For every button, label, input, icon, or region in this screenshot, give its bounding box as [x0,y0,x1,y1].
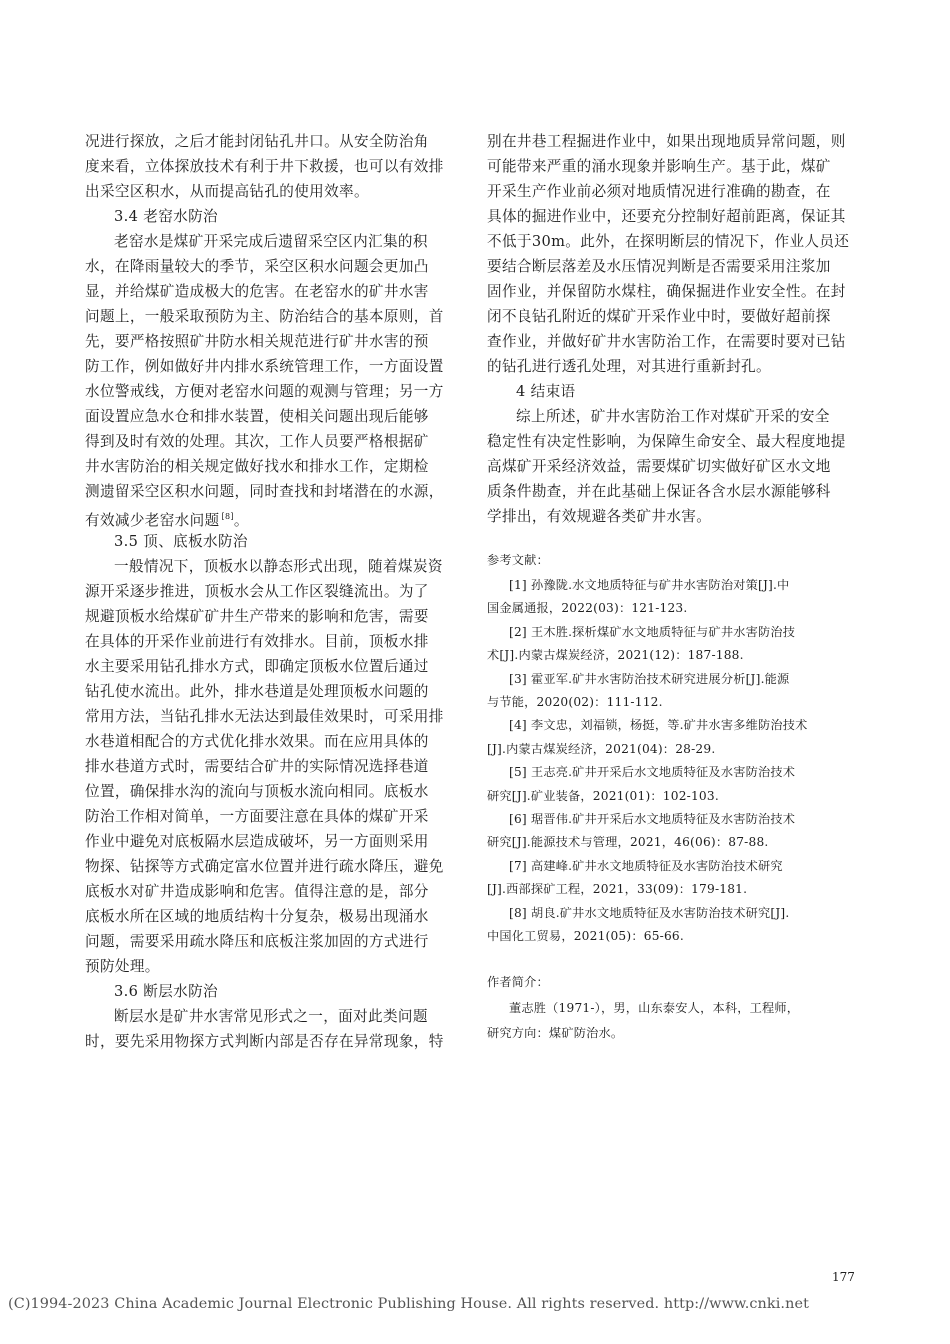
body-text-line: 别在井巷工程掘进作业中，如果出现地质异常问题，则 [487,133,846,150]
reference-entry: [8] 胡良.矿井水文地质特征及水害防治技术研究[J]. [509,906,790,920]
body-text-line: 预防处理。 [85,958,160,975]
body-text-line: 老窑水是煤矿开采完成后遗留采空区内汇集的积 [114,233,428,250]
body-text-line: 断层水是矿井水害常见形式之一，面对此类问题 [114,1008,428,1025]
reference-entry-cont: 研究[J].矿业装备，2021(01)：102-103. [487,789,719,803]
body-text-line: 具体的掘进作业中，还要充分控制好超前距离，保证其 [487,208,846,225]
body-text-line: 水位警戒线，方便对老窑水问题的观测与管理；另一方 [85,383,444,400]
reference-entry-cont: [J].内蒙古煤炭经济，2021(04)：28-29. [487,742,716,756]
body-text-line: 常用方法，当钻孔排水无法达到最佳效果时，可采用排 [85,708,444,725]
body-text-line: 源开采逐步推进，顶板水会从工作区裂缝流出。为了 [85,583,429,600]
reference-entry-cont: 中国化工贸易，2021(05)：65-66. [487,929,684,943]
body-text-fragment: 有效减少老窑水问题 [85,511,220,529]
body-text-line: 底板水所在区域的地质结构十分复杂，极易出现涌水 [85,908,429,925]
references-heading: 参考文献： [487,553,549,567]
body-text-line: 水巷道相配合的方式优化排水效果。而在应用具体的 [85,733,429,750]
page-number: 177 [832,1270,855,1284]
reference-entry: [7] 高建峰.矿井水文地质特征及水害防治技术研究 [509,859,783,873]
body-text-line: 水主要采用钻孔排水方式，即确定顶板水位置后通过 [85,658,429,675]
body-text-line: 在具体的开采作业前进行有效排水。目前，顶板水排 [85,633,429,650]
reference-entry: [3] 霍亚军.矿井水害防治技术研究进展分析[J].能源 [509,672,790,686]
reference-entry-cont: 研究[J].能源技术与管理，2021，46(06)：87-88. [487,835,769,849]
body-text-line: 显，并给煤矿造成极大的危害。在老窑水的矿井水害 [85,283,429,300]
body-text-line: 度来看，立体探放技术有利于井下救援，也可以有效排 [85,158,444,175]
author-heading: 作者简介： [487,975,549,989]
body-text-line: 综上所述，矿井水害防治工作对煤矿开采的安全 [516,408,830,425]
body-text-line: 可能带来严重的涌水现象并影响生产。基于此，煤矿 [487,158,831,175]
body-text-line: 况进行探放，之后才能封闭钻孔井口。从安全防治角 [85,133,429,150]
reference-entry: [4] 李文忠，刘福锁，杨挺，等.矿井水害多维防治技术 [509,718,808,732]
body-text-line: 闭不良钻孔附近的煤矿开采作业中时，要做好超前探 [487,308,831,325]
body-text-line: 稳定性有决定性影响，为保障生命安全、最大程度地提 [487,433,846,450]
body-text-line: 不低于30m。此外，在探明断层的情况下，作业人员还 [487,233,850,250]
body-text-line: 防治工作相对简单，一方面要注意在具体的煤矿开采 [85,808,429,825]
body-text-line: 测遗留采空区积水问题，同时查找和封堵潜在的水源， [85,483,444,500]
body-text-line: 的钻孔进行透孔处理，对其进行重新封孔。 [487,358,771,375]
body-text-line: 底板水对矿井造成影响和危害。值得注意的是，部分 [85,883,429,900]
body-text-line: 作业中避免对底板隔水层造成破坏，另一方面则采用 [85,833,429,850]
body-text-line: 物探、钻探等方式确定富水位置并进行疏水降压，避免 [85,858,444,875]
body-text-line: 学排出，有效规避各类矿井水害。 [487,508,712,525]
copyright-footer: (C)1994-2023 China Academic Journal Electronic Publishing House. All rights reserved. http://www.cnki.net [8,1296,809,1312]
body-text-line-with-citation [85,507,249,531]
reference-entry-cont: [J].西部探矿工程，2021，33(09)：179-181. [487,882,748,896]
section-heading-4: 4 结束语 [516,383,576,400]
body-text-line: 排水巷道方式时，需要结合矿井的实际情况选择巷道 [85,758,429,775]
body-text-line: 水，在降雨量较大的季节，采空区积水问题会更加凸 [85,258,429,275]
section-heading-3-5: 3.5 顶、底板水防治 [114,533,248,550]
body-text-line: 面设置应急水仓和排水装置，使相关问题出现后能够 [85,408,429,425]
body-text-fragment: 。 [233,511,249,529]
reference-entry: [5] 王志亮.矿井开采后水文地质特征及水害防治技术 [509,765,796,779]
body-text-line: 固作业，并保留防水煤柱，确保掘进作业安全性。在封 [487,283,846,300]
body-text-line: 查作业，并做好矿井水害防治工作，在需要时要对已钻 [487,333,846,350]
citation-marker: [8] [221,512,234,521]
reference-entry: [6] 琚晋伟.矿井开采后水文地质特征及水害防治技术 [509,812,796,826]
body-text-line: 一般情况下，顶板水以静态形式出现，随着煤炭资 [114,558,443,575]
body-text-line: 要结合断层落差及水压情况判断是否需要采用注浆加 [487,258,831,275]
body-text-line: 问题，需要采用疏水降压和底板注浆加固的方式进行 [85,933,429,950]
body-text-line: 开采生产作业前必须对地质情况进行准确的勘查，在 [487,183,831,200]
reference-entry: [1] 孙豫陇.水文地质特征与矿井水害防治对策[J].中 [509,578,790,592]
body-text-line: 得到及时有效的处理。其次，工作人员要严格根据矿 [85,433,429,450]
body-text-line: 高煤矿开采经济效益，需要煤矿切实做好矿区水文地 [487,458,831,475]
reference-entry: [2] 王木胜.探析煤矿水文地质特征与矿井水害防治技 [509,625,796,639]
body-text-line: 先，要严格按照矿井防水相关规范进行矿井水害的预 [85,333,429,350]
section-heading-3-4: 3.4 老窑水防治 [114,208,218,225]
body-text-line: 质条件勘查，并在此基础上保证各含水层水源能够科 [487,483,831,500]
reference-entry-cont: 与节能，2020(02)：111-112. [487,695,663,709]
body-text-line: 问题上，一般采取预防为主、防治结合的基本原则，首 [85,308,444,325]
body-text-line: 规避顶板水给煤矿矿井生产带来的影响和危害，需要 [85,608,429,625]
body-text-line: 防工作，例如做好井内排水系统管理工作，一方面设置 [85,358,444,375]
author-info-line: 董志胜（1971-），男，山东泰安人，本科，工程师， [509,1001,800,1015]
section-heading-3-6: 3.6 断层水防治 [114,983,218,1000]
body-text-line: 出采空区积水，从而提高钻孔的使用效率。 [85,183,369,200]
reference-entry-cont: 术[J].内蒙古煤炭经济，2021(12)：187-188. [487,648,744,662]
body-text-line: 井水害防治的相关规定做好找水和排水工作，定期检 [85,458,429,475]
author-info-line: 研究方向：煤矿防治水。 [487,1026,624,1040]
reference-entry-cont: 国金属通报，2022(03)：121-123. [487,601,688,615]
body-text-line: 时，要先采用物探方式判断内部是否存在异常现象，特 [85,1033,444,1050]
body-text-line: 位置，确保排水沟的流向与顶板水流向相同。底板水 [85,783,429,800]
body-text-line: 钻孔使水流出。此外，排水巷道是处理顶板水问题的 [85,683,429,700]
